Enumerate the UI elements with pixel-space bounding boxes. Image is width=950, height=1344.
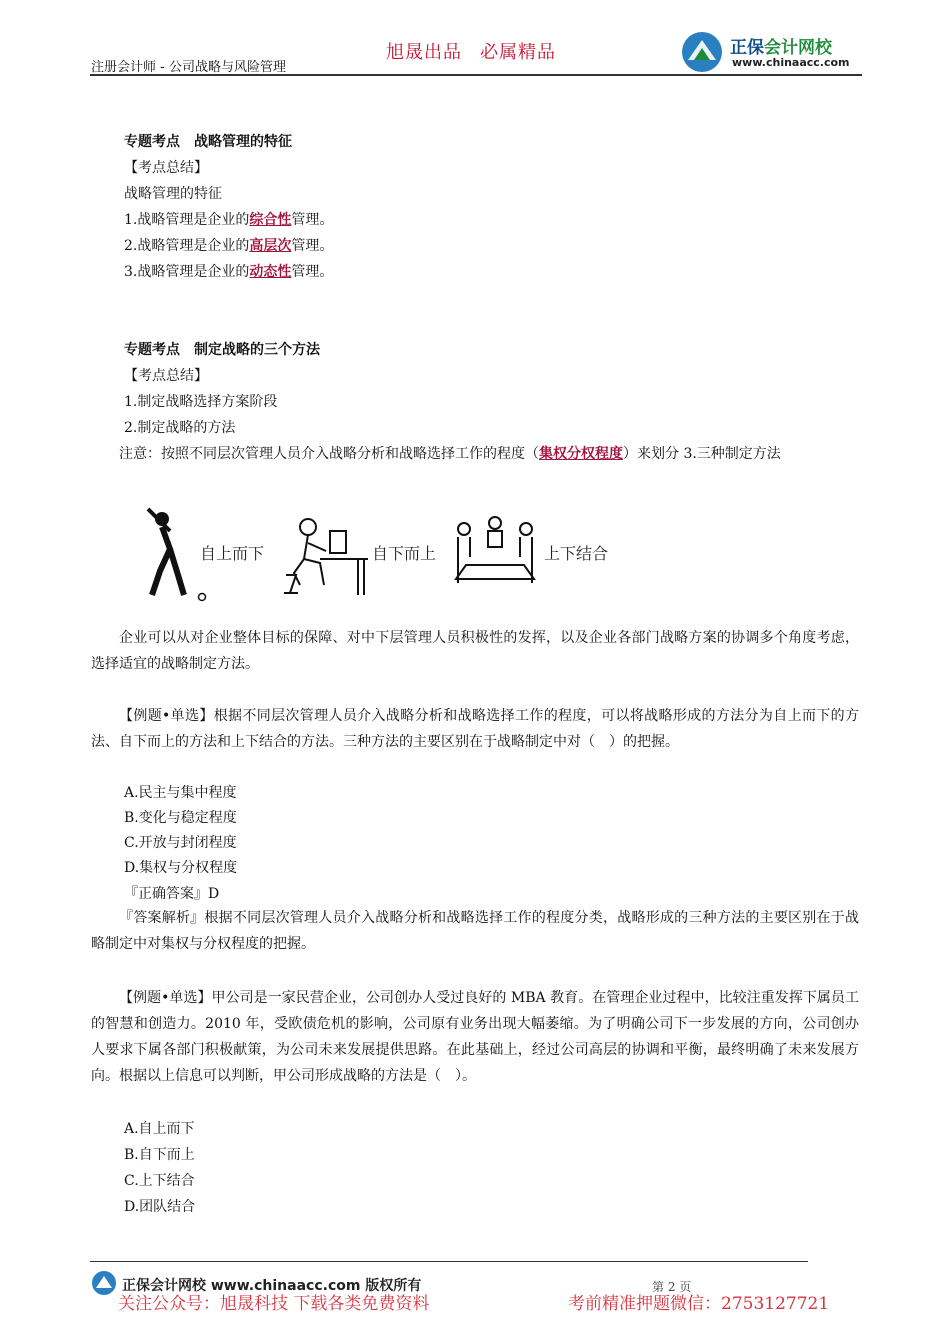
footer-promo-left: 关注公众号：旭晟科技 下载各类免费资料 <box>118 1294 430 1314</box>
section1-title: 专题考点 战略管理的特征 <box>124 134 292 150</box>
section1-subtitle: 战略管理的特征 <box>124 186 222 202</box>
example1-option-a: A.民主与集中程度 <box>124 785 237 801</box>
logo-brand-name: 正保会计网校 <box>730 38 832 58</box>
example2-option-c: C.上下结合 <box>124 1173 195 1189</box>
example1-option-b: B.变化与稳定程度 <box>124 810 237 826</box>
meeting-icon <box>450 513 540 593</box>
course-title: 注册会计师 - 公司战略与风险管理 <box>91 60 286 75</box>
page-number: 第 2 页 <box>652 1280 692 1294</box>
section2-title: 专题考点 制定战略的三个方法 <box>124 342 320 358</box>
section1-summary-label: 【考点总结】 <box>124 160 208 176</box>
label-combined: 上下结合 <box>544 544 609 563</box>
footer-copyright: 正保会计网校 www.chinaacc.com 版权所有 <box>122 1278 422 1294</box>
section2-paragraph: 企业可以从对企业整体目标的保障、对中下层管理人员积极性的发挥，以及企业各部门战略方案的协调多个角度考虑，选择适宜的战略制定方法。 <box>91 630 859 672</box>
footer-divider <box>90 1261 808 1262</box>
example1-option-c: C.开放与封闭程度 <box>124 835 237 851</box>
header-divider <box>90 74 862 76</box>
example1-analysis: 『答案解析』根据不同层次管理人员介入战略分析和战略选择工作的程度分类，战略形成的三种方法的主要区别在于战略制定中对集权与分权程度的把握。 <box>91 910 859 952</box>
footer-promo-right: 考前精准押题微信：2753127721 <box>568 1294 830 1314</box>
example1-answer: 『正确答案』D <box>124 886 220 902</box>
footer-logo-icon <box>91 1270 117 1296</box>
example1-question: 【例题•单选】根据不同层次管理人员介入战略分析和战略选择工作的程度，可以将战略形成的方法分为自上而下的方法、自下而上的方法和上下结合的方法。三种方法的主要区别在于战略制定中对（ ）的把握。 <box>91 708 859 750</box>
section1-item-1: 1.战略管理是企业的综合性管理。 <box>124 212 334 228</box>
keyword-centralization: 集权分权程度 <box>539 446 623 462</box>
example1-option-d: D.集权与分权程度 <box>124 860 238 876</box>
slogan-part-b: 必属精品 <box>480 42 556 63</box>
desk-worker-icon <box>280 513 370 601</box>
keyword-dynamic: 动态性 <box>249 264 292 280</box>
header-slogan <box>386 38 556 64</box>
section2-summary-label: 【考点总结】 <box>124 368 208 384</box>
logo-url: www.chinaacc.com <box>732 56 850 69</box>
section2-item-2: 2.制定战略的方法 <box>124 420 236 436</box>
label-bottom-up: 自下而上 <box>372 544 437 563</box>
strategy-methods-figure <box>140 505 630 605</box>
slogan-part-a: 旭晟出品 <box>386 42 462 63</box>
example2-question: 【例题•单选】甲公司是一家民营企业，公司创办人受过良好的 MBA 教育。在管理企业过程中，比较注重发挥下属员工的智慧和创造力。2010 年，受欧债危机的影响，公司原有业务出现大幅萎缩。为了明确公司下一步发展的方向，公司创办人要求下属各部门积极献策，为公司未来发展提供思路。在此基础上，经过公司高层的协调和平衡，最终明确了未来发展方向。根据以上信息可以判断，甲公司形成战略的方法是（ ）。 <box>91 990 859 1084</box>
keyword-comprehensive: 综合性 <box>249 212 292 228</box>
keyword-high-level: 高层次 <box>249 238 292 254</box>
section1-item-3: 3.战略管理是企业的动态性管理。 <box>124 264 334 280</box>
label-top-down: 自上而下 <box>200 544 265 563</box>
example2-option-d: D.团队结合 <box>124 1199 196 1215</box>
section2-item-1: 1.制定战略选择方案阶段 <box>124 394 278 410</box>
example2-option-a: A.自上而下 <box>124 1121 195 1137</box>
section1-item-2: 2.战略管理是企业的高层次管理。 <box>124 238 334 254</box>
example2-option-b: B.自下而上 <box>124 1147 195 1163</box>
section2-note: 注意：按照不同层次管理人员介入战略分析和战略选择工作的程度（集权分权程度）来划分 3.三种制定方法 <box>119 446 781 462</box>
